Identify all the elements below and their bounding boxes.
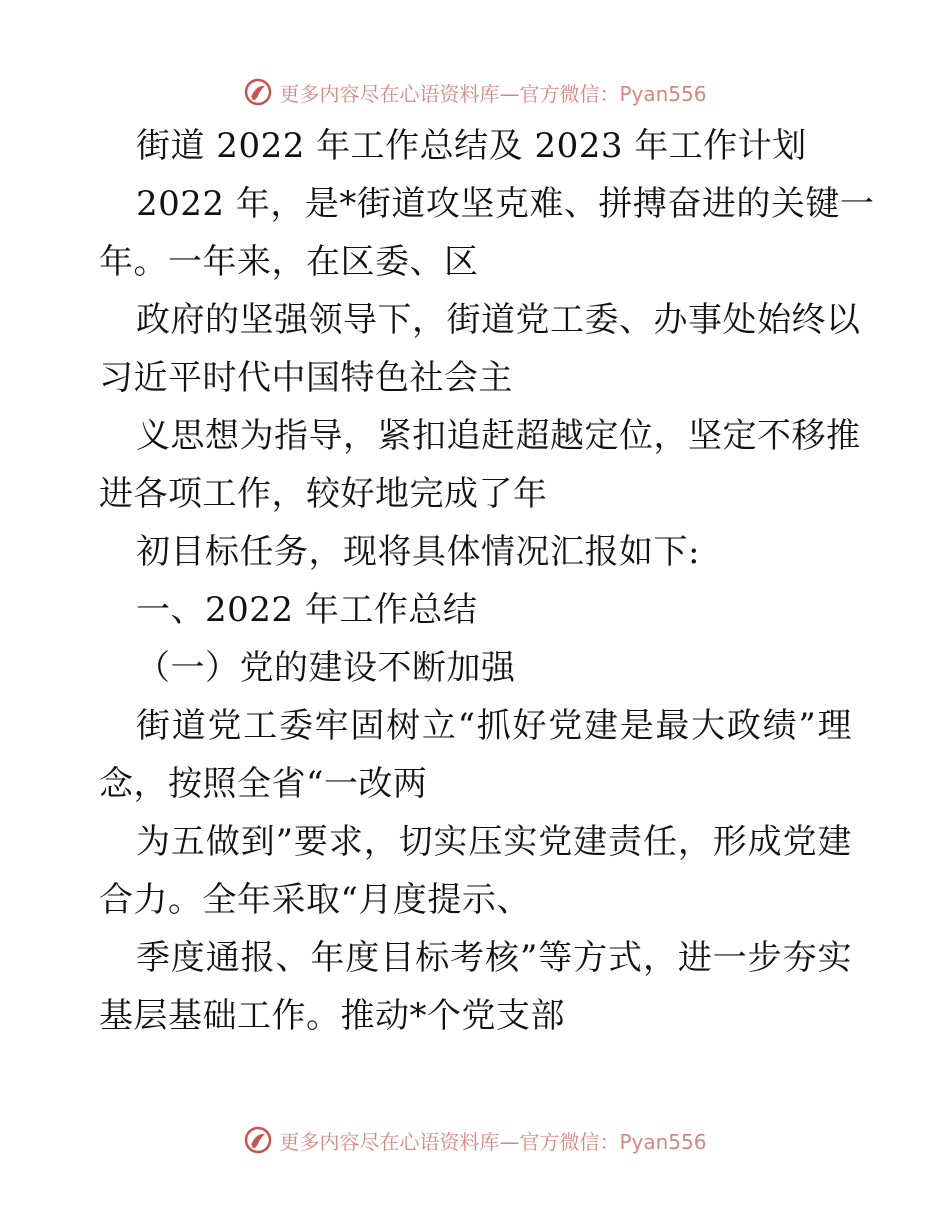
watermark-footer — [0, 1120, 950, 1160]
paragraph-line: 念，按照全省“一改两 — [99, 764, 428, 804]
paragraph-line: 习近平时代中国特色社会主 — [99, 358, 513, 398]
paragraph-line: 义思想为指导，紧扣追赶超越定位，坚定不移推 — [136, 416, 861, 456]
paragraph-line: 街道党工委牢固树立“抓好党建是最大政绩”理 — [136, 706, 852, 746]
paragraph-line: 年。一年来，在区委、区 — [99, 242, 479, 282]
paragraph-line: 2022 年，是*街道攻坚克难、拼搏奋进的关键一 — [136, 184, 875, 224]
document-title: 街道 2022 年工作总结及 2023 年工作计划 — [136, 126, 807, 166]
logo-icon — [243, 1125, 273, 1155]
subsection-heading: （一）党的建设不断加强 — [136, 648, 516, 688]
section-heading: 一、2022 年工作总结 — [136, 590, 478, 630]
paragraph-line: 初目标任务，现将具体情况汇报如下: — [136, 532, 700, 572]
watermark-text: 更多内容尽在心语资料库—官方微信：Pyan556 — [279, 81, 707, 106]
paragraph-line: 季度通报、年度目标考核”等方式，进一步夯实 — [136, 938, 852, 978]
watermark-text: 更多内容尽在心语资料库—官方微信：Pyan556 — [279, 1129, 707, 1154]
logo-icon — [243, 77, 273, 107]
paragraph-line: 基层基础工作。推动*个党支部 — [99, 996, 565, 1036]
paragraph-line: 为五做到”要求，切实压实党建责任，形成党建 — [136, 822, 852, 862]
watermark-header — [0, 72, 950, 112]
paragraph-line: 政府的坚强领导下，街道党工委、办事处始终以 — [136, 300, 861, 340]
paragraph-line: 进各项工作，较好地完成了年 — [99, 474, 548, 514]
paragraph-line: 合力。全年采取“月度提示、 — [99, 880, 531, 920]
